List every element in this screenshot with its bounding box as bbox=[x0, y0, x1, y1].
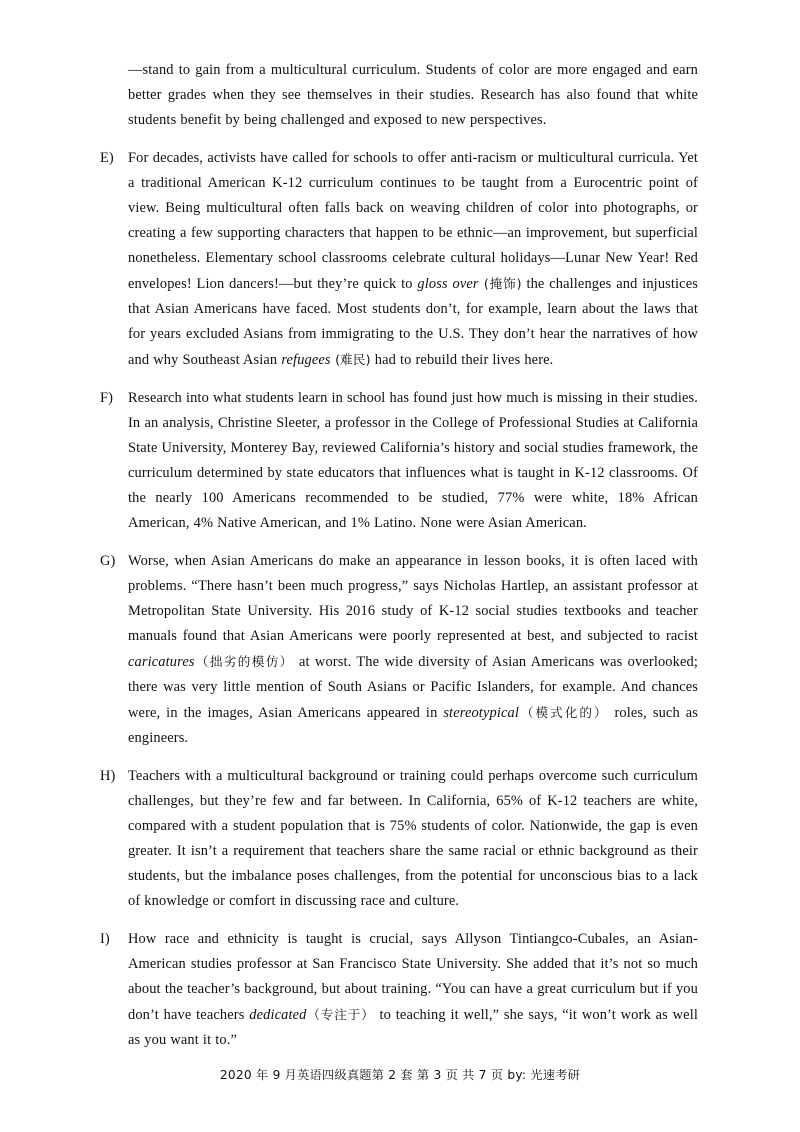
passage-text: For decades, activists have called for schools to offer anti-racism or multicultural curricula. Yet a traditional American K-12 curriculum continues to be taught from a Eurocentric point of view. Being multicultural often falls back on weaving children of color into photographs, or creating a few supporting characters that happen to be ethnic—an improvement, but superficial nonetheless. Elementary school classrooms celebrate cultural holidays—Lunar New Year! Red envelopes! Lion dancers!—but they’re quick to bbox=[128, 150, 698, 292]
passage-text: Teachers with a multicultural background or training could perhaps overcome such curriculum challenges, but they’re few and far between. In California, 65% of K-12 teachers are white, compared with a student population that is 75% students of color. Nationwide, the gap is even greater. It isn’t a requirement that teachers share the same racial or ethnic background as their students, but the imbalance poses challenges, from the potential for unconscious bias to a lack of knowledge or comfort in discussing race and culture. bbox=[128, 768, 698, 909]
paragraph-g-label: G) bbox=[100, 553, 116, 569]
passage-text: How race and ethnicity is taught is crucial, says Allyson Tintiangco-Cubales, an Asian-American studies professor at San Francisco State University. She added that it’s not so much about the teacher’s background, but about training. “You can have a great curriculum but if you don’t have teachers bbox=[128, 931, 698, 1023]
chinese-gloss: （模式化的） bbox=[518, 705, 609, 720]
passage-text: the challenges and injustices that Asian Americans have faced. Most students don’t, for example, learn about the laws that for years excluded Asians from immigrating to the U.S. They don’t hear the narratives of how and why Southeast Asian bbox=[128, 276, 698, 368]
page-footer: 2020 年 9 月英语四级真题第 2 套 第 3 页 共 7 页 by: 光速考研 bbox=[219, 1068, 581, 1082]
glossed-term: stereotypical bbox=[443, 705, 519, 721]
passage-text: at worst. The wide diversity of Asian Americans was overlooked; there was very little mention of South Asians or Pacific Islanders, for example. And chances were, in the images, Asian Americans appeared in bbox=[128, 654, 698, 721]
passage-text: Worse, when Asian Americans do make an appearance in lesson books, it is often laced with problems. “There hasn’t been much progress,” says Nicholas Hartlep, an assistant professor at Metropolitan State University. His 2016 study of K-12 social studies textbooks and teacher manuals found that Asian Americans were poorly represented at best, and subjected to racist bbox=[128, 553, 698, 644]
passage-text: roles, such as engineers. bbox=[128, 705, 698, 746]
paragraph-i-label: I) bbox=[100, 931, 110, 947]
glossed-term: caricatures bbox=[128, 654, 195, 670]
passage-text: Research into what students learn in school has found just how much is missing in their studies. In an analysis, Christine Sleeter, a professor in the College of Professional Studies at California State University, Monterey Bay, reviewed California’s history and social studies framework, the curriculum determined by state educators that influences what is taught in K-12 classrooms. Of the nearly 100 Americans recommended to be studied, 77% were white, 18% African American, 4% Native American, and 1% Latino. None were Asian American. bbox=[128, 390, 698, 531]
chinese-gloss: （拙劣的模仿） bbox=[194, 654, 294, 669]
chinese-gloss: (掩饰) bbox=[478, 276, 522, 291]
passage-text: to teaching it well,” she says, “it won’t work as well as you want it to.” bbox=[128, 1007, 698, 1048]
chinese-gloss: （专注于） bbox=[306, 1007, 375, 1022]
passage-text: —stand to gain from a multicultural curriculum. Students of color are more engaged and earn better grades when they see themselves in their studies. Research has also found that white students benefit by being challenged and exposed to new perspectives. bbox=[128, 62, 698, 128]
paragraph-continuation bbox=[100, 58, 698, 133]
paragraph-f-label: F) bbox=[100, 390, 114, 406]
paragraph-e bbox=[100, 146, 698, 373]
paragraph-h bbox=[100, 764, 698, 914]
chinese-gloss: (难民) bbox=[330, 352, 371, 367]
paragraph-f bbox=[100, 386, 698, 536]
passage-text: had to rebuild their lives here. bbox=[370, 352, 554, 368]
paragraph-g bbox=[100, 549, 698, 751]
glossed-term: refugees bbox=[281, 352, 331, 368]
glossed-term: dedicated bbox=[249, 1007, 307, 1023]
paragraph-e-label: E) bbox=[100, 150, 114, 166]
passage-body bbox=[100, 58, 698, 1053]
glossed-term: gloss over bbox=[417, 276, 479, 292]
paragraph-i bbox=[100, 927, 698, 1053]
paragraph-h-label: H) bbox=[100, 768, 116, 784]
